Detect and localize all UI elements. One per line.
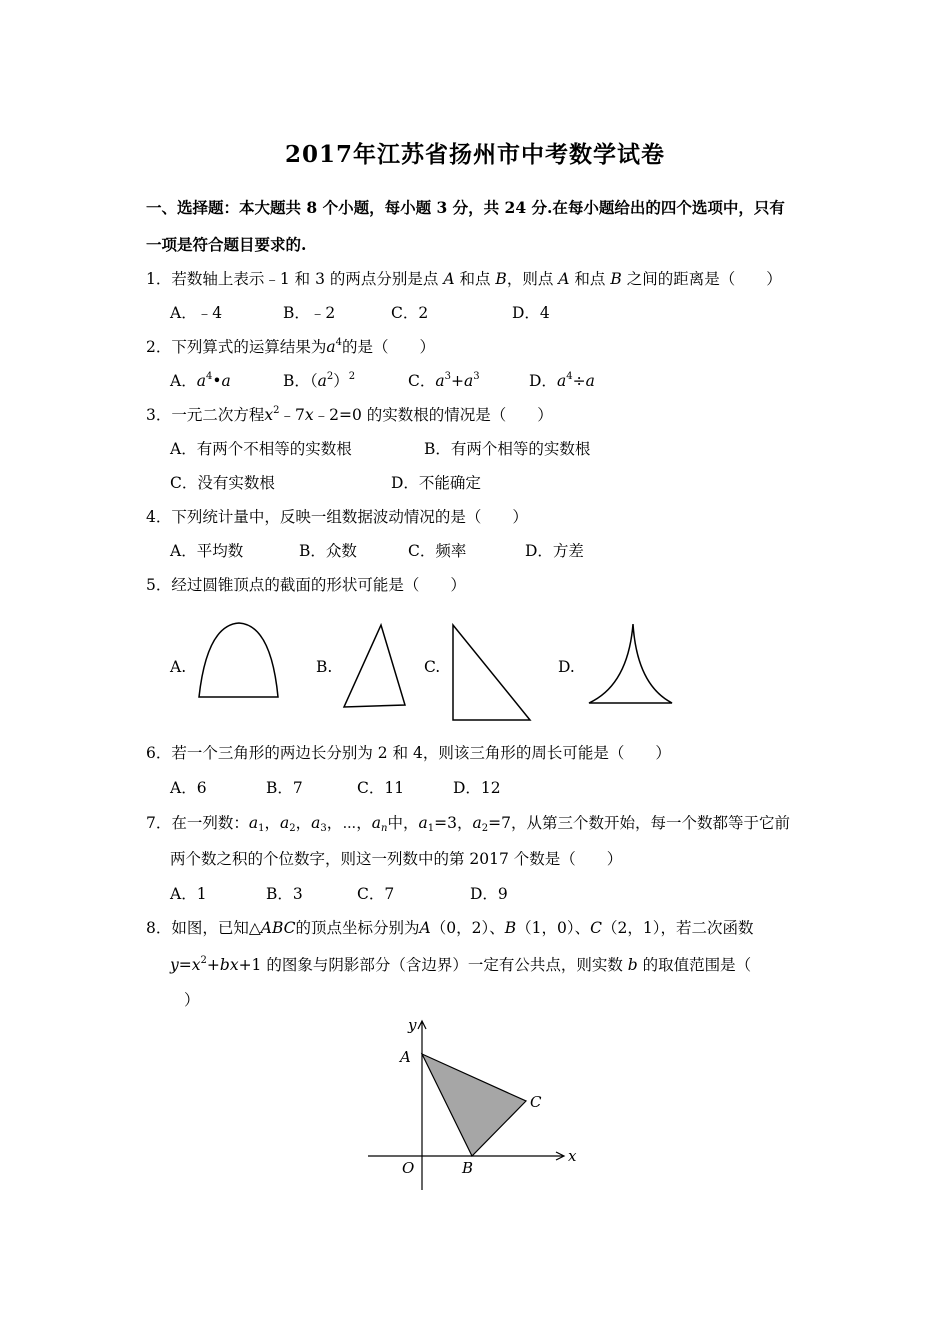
q3-option-a[interactable]: A．有两个不相等的实数根: [170, 440, 352, 458]
question-5: 5．经过圆锥顶点的截面的形状可能是（ ）: [146, 576, 466, 594]
q6-option-a[interactable]: A．6: [170, 779, 207, 797]
question-number: 1．: [146, 270, 172, 288]
y-axis-label: y: [408, 1016, 417, 1034]
q5-option-b-label[interactable]: B.: [316, 658, 333, 676]
q6-option-d[interactable]: D．12: [453, 779, 501, 797]
q1-option-d[interactable]: D．4: [512, 304, 550, 322]
q6-option-b[interactable]: B．7: [266, 779, 303, 797]
question-7-line-1: 7．在一列数：$a_1$，$a_2$，$a_3$，⋯，$a_n$中，$a_1=3$，$a_2=7$，从第三个数开始，每一个数都等于它前: [146, 814, 790, 834]
section-heading-line2: 一项是符合题目要求的.: [146, 235, 307, 254]
question-1: 1．若数轴上表示﹣1 和 3 的两点分别是点 A 和点 B，则点 A 和点 B 之间的距离是（ ）: [146, 270, 782, 288]
q3-option-b[interactable]: B．有两个相等的实数根: [424, 440, 591, 458]
q2-option-d[interactable]: D．$a^4\div a$: [529, 371, 595, 390]
question-number: 3．: [146, 406, 172, 424]
question-8-line-1: 8．如图，已知△ABC的顶点坐标分别为A（0，2）、B（1，0）、C（2，1），若二次函数: [146, 919, 754, 937]
q1-option-b[interactable]: B．﹣2: [283, 304, 336, 322]
point-b-label: B: [462, 1159, 474, 1177]
q4-option-d[interactable]: D．方差: [525, 542, 584, 560]
q7-option-d[interactable]: D．9: [470, 885, 508, 903]
q1-option-a[interactable]: A．﹣4: [170, 304, 223, 322]
q5-option-c-label[interactable]: C.: [424, 658, 441, 676]
x-axis-label: x: [568, 1147, 577, 1165]
q4-option-b[interactable]: B．众数: [299, 542, 357, 560]
question-8-line-3: ）: [184, 991, 200, 1009]
q5-shape-d-concave-triangle: [589, 624, 672, 703]
shaded-triangle-abc: [422, 1054, 526, 1156]
question-6: 6．若一个三角形的两边长分别为 2 和 4，则该三角形的周长可能是（ ）: [146, 744, 671, 762]
q5-shape-b-triangle: [344, 625, 405, 707]
q2-option-c[interactable]: C．$a^3+a^3$: [408, 371, 480, 390]
question-number: 5．: [146, 576, 172, 594]
q2-option-a[interactable]: A．$a^4•a$: [170, 371, 231, 390]
question-3: 3．一元二次方程$x^2﹣7x﹣2=0$ 的实数根的情况是（ ）: [146, 405, 553, 424]
q5-shape-c-right-triangle: [453, 625, 530, 720]
q4-option-c[interactable]: C．频率: [408, 542, 467, 560]
q5-option-d-label[interactable]: D.: [558, 658, 575, 676]
question-number: 2．: [146, 338, 172, 356]
question-7-line-2: 两个数之积的个位数字，则这一列数中的第 2017 个数是（ ）: [170, 850, 623, 868]
q7-option-c[interactable]: C．7: [357, 885, 395, 903]
question-2: 2．下列算式的运算结果为$a^4$的是（ ）: [146, 337, 436, 356]
q6-option-c[interactable]: C．11: [357, 779, 405, 797]
q1-option-c[interactable]: C．2: [391, 304, 429, 322]
q4-option-a[interactable]: A．平均数: [170, 542, 244, 560]
question-number: 7．: [146, 814, 172, 832]
question-number: 8．: [146, 919, 172, 937]
q3-option-c[interactable]: C．没有实数根: [170, 474, 275, 492]
question-number: 4．: [146, 508, 172, 526]
point-c-label: C: [530, 1093, 542, 1111]
q7-option-a[interactable]: A．1: [170, 885, 207, 903]
question-number: 6．: [146, 744, 172, 762]
question-8-line-2: $y=x^2+bx+1$ 的图象与阴影部分（含边界）一定有公共点，则实数 b 的取值范围是（: [170, 955, 752, 974]
q5-option-a-label[interactable]: A.: [170, 658, 187, 676]
q7-option-b[interactable]: B．3: [266, 885, 303, 903]
q5-shape-a-arch: [199, 623, 278, 697]
q8-coordinate-figure: [360, 1010, 590, 1200]
point-a-label: A: [400, 1048, 411, 1066]
origin-label: O: [402, 1159, 415, 1177]
q2-option-b[interactable]: B．$(a^2)^2$: [283, 371, 356, 390]
question-4: 4．下列统计量中，反映一组数据波动情况的是（ ）: [146, 508, 528, 526]
section-heading-line1: 一、选择题：本大题共 8 个小题，每小题 3 分，共 24 分.在每小题给出的四个选项中，只有: [146, 198, 785, 217]
q3-option-d[interactable]: D．不能确定: [391, 474, 481, 492]
page-title: 2017年江苏省扬州市中考数学试卷: [284, 141, 665, 168]
